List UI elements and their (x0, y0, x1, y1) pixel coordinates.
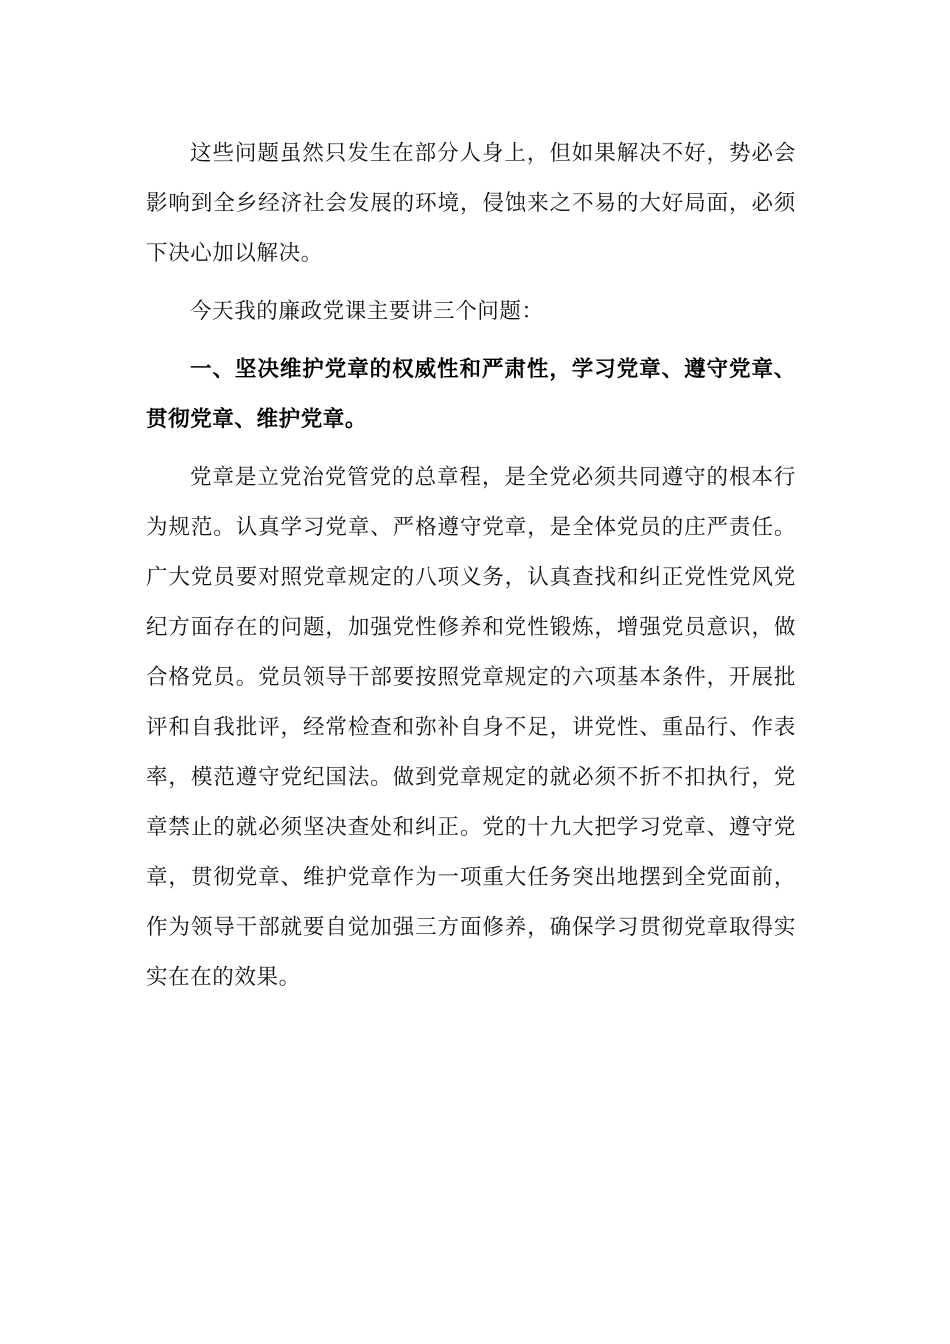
text-line: 合格党员。党员领导干部要按照党章规定的六项基本条件，开展批 (146, 665, 796, 690)
paragraph-spacing (146, 279, 796, 287)
section-heading-1 (146, 345, 796, 445)
text-line: 影响到全乡经济社会发展的环境，侵蚀来之不易的大好局面，必须 (146, 191, 796, 216)
text-line: 评和自我批评，经常检查和弥补自身不足，讲党性、重品行、作表 (146, 715, 796, 740)
text-line: 纪方面存在的问题，加强党性修养和党性锻炼，增强党员意识，做 (146, 615, 796, 640)
paragraph-intro (146, 287, 796, 337)
text-line: 下决心加以解决。 (146, 241, 323, 266)
paragraph-spacing (146, 337, 796, 345)
heading-line: 贯彻党章、维护党章。 (146, 407, 368, 432)
text-line: 为规范。认真学习党章、严格遵守党章，是全体党员的庄严责任。 (146, 515, 796, 540)
heading-line: 一、坚决维护党章的权威性和严肃性，学习党章、遵守党章、 (190, 357, 796, 382)
text-line: 今天我的廉政党课主要讲三个问题： (190, 299, 544, 324)
text-line: 这些问题虽然只发生在部分人身上，但如果解决不好，势必会 (190, 141, 796, 166)
text-line: 实在在的效果。 (146, 965, 301, 990)
text-line: 作为领导干部就要自觉加强三方面修养，确保学习贯彻党章取得实 (146, 915, 796, 940)
text-line: 率，模范遵守党纪国法。做到党章规定的就必须不折不扣执行，党 (146, 765, 796, 790)
document-body (146, 129, 796, 1003)
paragraph-problems (146, 129, 796, 279)
text-line: 广大党员要对照党章规定的八项义务，认真查找和纠正党性党风党 (146, 565, 796, 590)
paragraph-party-constitution (146, 453, 796, 1003)
text-line: 党章是立党治党管党的总章程，是全党必须共同遵守的根本行 (190, 465, 796, 490)
text-line: 章，贯彻党章、维护党章作为一项重大任务突出地摆到全党面前， (146, 865, 796, 890)
text-line: 章禁止的就必须坚决查处和纠正。党的十九大把学习党章、遵守党 (146, 815, 796, 840)
paragraph-spacing (146, 445, 796, 453)
